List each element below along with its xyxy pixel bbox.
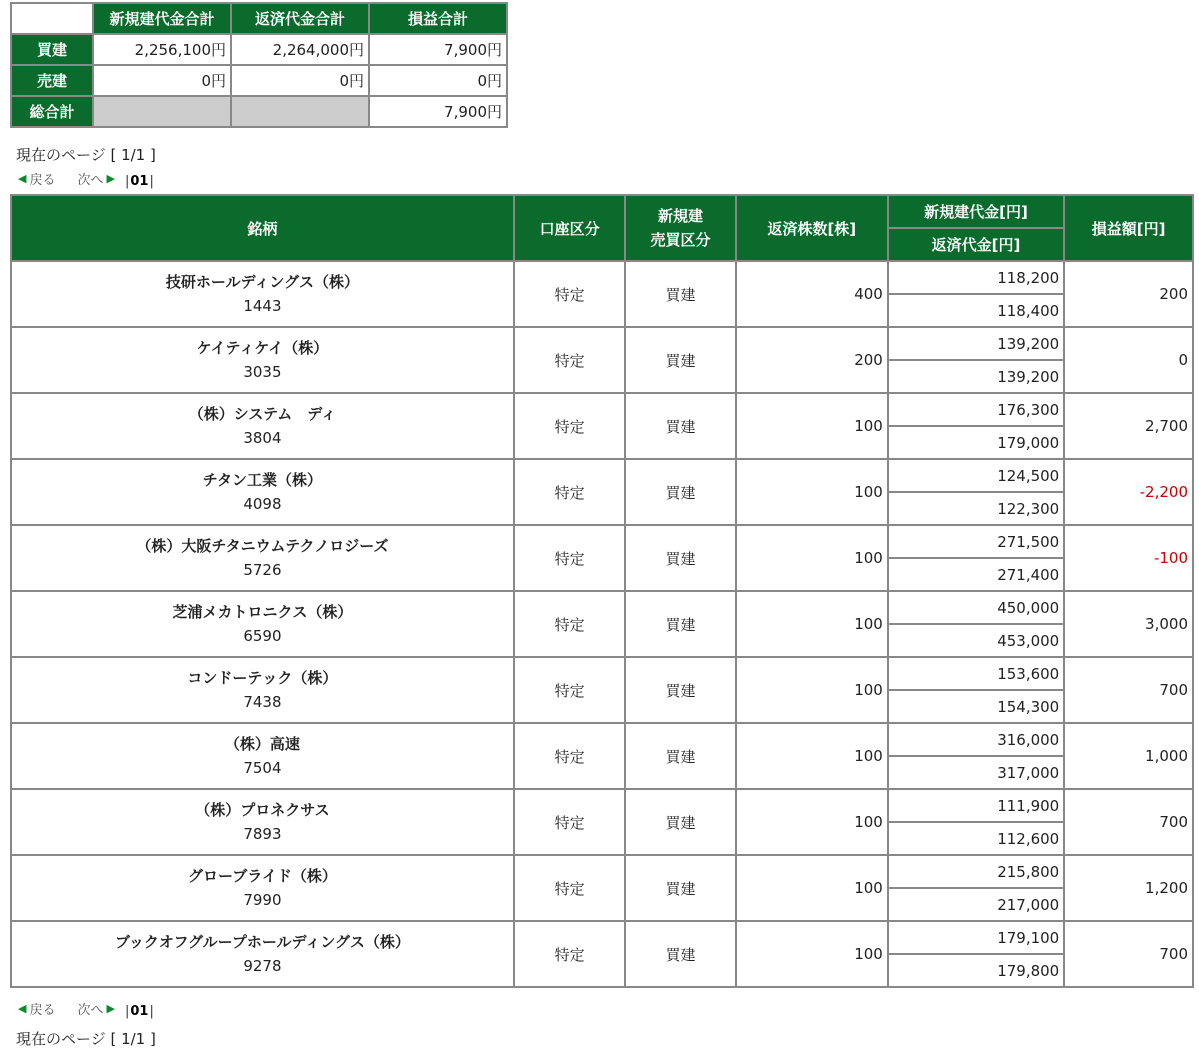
trade-side: 買建	[626, 724, 734, 788]
next-link[interactable]	[77, 999, 114, 1018]
repay-amount: 112,600	[889, 823, 1063, 854]
brand-cell	[12, 262, 513, 326]
brand-code: 7990	[243, 891, 282, 909]
account-type: 特定	[515, 394, 624, 458]
table-row	[12, 856, 1192, 887]
summary-header-repay: 返済代金合計	[232, 4, 368, 33]
summary-row-label: 買建	[12, 35, 92, 64]
table-row	[12, 922, 1192, 953]
account-type: 特定	[515, 790, 624, 854]
new-amount: 153,600	[889, 658, 1063, 689]
brand-cell	[12, 526, 513, 590]
repay-amount: 453,000	[889, 625, 1063, 656]
new-amount: 179,100	[889, 922, 1063, 953]
summary-header-new: 新規建代金合計	[94, 4, 230, 33]
brand-cell	[12, 592, 513, 656]
brand-cell	[12, 856, 513, 920]
summary-row-label: 売建	[12, 66, 92, 95]
repay-shares: 200	[737, 328, 887, 392]
table-row	[12, 592, 1192, 623]
page-separator: |	[124, 174, 130, 189]
account-type: 特定	[515, 724, 624, 788]
account-type: 特定	[515, 262, 624, 326]
brand-name: （株）システム ディ	[188, 405, 337, 423]
brand-name: （株）高速	[224, 735, 300, 753]
table-row	[12, 460, 1192, 491]
account-type: 特定	[515, 922, 624, 986]
brand-cell	[12, 658, 513, 722]
triangle-left-icon: ◀	[18, 172, 27, 185]
brand-cell	[12, 922, 513, 986]
triangle-right-icon: ▶	[106, 172, 115, 185]
brand-code: 3035	[243, 363, 282, 381]
new-amount: 271,500	[889, 526, 1063, 557]
pager-bottom	[18, 998, 154, 1019]
next-label: 次へ	[77, 173, 104, 188]
trade-side: 買建	[626, 328, 734, 392]
trade-side: 買建	[626, 394, 734, 458]
summary-row-sell	[12, 66, 506, 95]
repay-shares: 100	[737, 724, 887, 788]
header-account: 口座区分	[515, 196, 624, 260]
brand-cell	[12, 328, 513, 392]
page-link-01[interactable]: 01	[130, 1004, 149, 1019]
brand-code: 3804	[243, 429, 282, 447]
repay-amount: 139,200	[889, 361, 1063, 392]
triangle-left-icon: ◀	[18, 1002, 27, 1015]
brand-code: 4098	[243, 495, 282, 513]
summary-row-buy	[12, 35, 506, 64]
trade-side: 買建	[626, 262, 734, 326]
pager-top	[18, 168, 154, 189]
repay-shares: 100	[737, 856, 887, 920]
trade-side: 買建	[626, 592, 734, 656]
new-amount: 139,200	[889, 328, 1063, 359]
trade-side: 買建	[626, 856, 734, 920]
header-side-line1: 新規建	[658, 207, 704, 225]
brand-name: ブックオフグループホールディングス（株）	[114, 933, 410, 951]
brand-cell	[12, 394, 513, 458]
table-row	[12, 658, 1192, 689]
header-pl: 損益額[円]	[1065, 196, 1192, 260]
account-type: 特定	[515, 658, 624, 722]
page-link-01[interactable]: 01	[130, 174, 149, 189]
repay-shares: 400	[737, 262, 887, 326]
trade-side: 買建	[626, 790, 734, 854]
repay-shares: 100	[737, 658, 887, 722]
page-indicator-top: 現在のページ [ 1/1 ]	[16, 146, 156, 164]
table-row	[12, 790, 1192, 821]
table-row	[12, 328, 1192, 359]
brand-name: 芝浦メカトロニクス（株）	[172, 603, 353, 621]
brand-code: 6590	[243, 627, 282, 645]
brand-cell	[12, 724, 513, 788]
next-label: 次へ	[77, 1003, 104, 1018]
positions-table	[10, 194, 1194, 988]
header-new-amount: 新規建代金[円]	[889, 196, 1063, 227]
header-side-line2: 売買区分	[650, 231, 711, 249]
brand-name: グローブライド（株）	[188, 867, 337, 885]
repay-shares: 100	[737, 526, 887, 590]
summary-corner	[12, 4, 92, 33]
new-amount: 176,300	[889, 394, 1063, 425]
trade-side: 買建	[626, 922, 734, 986]
summary-pl-value: 7,900円	[370, 97, 506, 126]
repay-amount: 154,300	[889, 691, 1063, 722]
repay-amount: 317,000	[889, 757, 1063, 788]
summary-row-label: 総合計	[12, 97, 92, 126]
brand-code: 7893	[243, 825, 282, 843]
account-type: 特定	[515, 856, 624, 920]
brand-code: 7438	[243, 693, 282, 711]
trade-side: 買建	[626, 526, 734, 590]
page-separator: |	[124, 1004, 130, 1019]
back-link[interactable]	[18, 999, 55, 1018]
header-brand: 銘柄	[12, 196, 513, 260]
summary-pl-value: 7,900円	[370, 35, 506, 64]
new-amount: 450,000	[889, 592, 1063, 623]
next-link[interactable]	[77, 169, 114, 188]
repay-shares: 100	[737, 592, 887, 656]
summary-new-value: 2,256,100円	[94, 35, 230, 64]
summary-repay-value-empty	[232, 97, 368, 126]
summary-header-pl: 損益合計	[370, 4, 506, 33]
header-shares: 返済株数[株]	[737, 196, 887, 260]
profit-loss: 700	[1065, 658, 1192, 722]
table-row	[12, 526, 1192, 557]
brand-name: チタン工業（株）	[202, 471, 323, 489]
profit-loss: 700	[1065, 922, 1192, 986]
brand-code: 5726	[243, 561, 282, 579]
repay-shares: 100	[737, 922, 887, 986]
new-amount: 316,000	[889, 724, 1063, 755]
profit-loss: 200	[1065, 262, 1192, 326]
profit-loss: 0	[1065, 328, 1192, 392]
profit-loss: 1,200	[1065, 856, 1192, 920]
page-separator: |	[149, 1004, 154, 1019]
brand-name: （株）プロネクサス	[195, 801, 330, 819]
brand-name: （株）大阪チタニウムテクノロジーズ	[136, 537, 389, 555]
new-amount: 111,900	[889, 790, 1063, 821]
header-side	[626, 196, 734, 260]
page-separator: |	[149, 174, 154, 189]
repay-shares: 100	[737, 460, 887, 524]
brand-name: ケイティケイ（株）	[196, 339, 329, 357]
brand-code: 1443	[243, 297, 282, 315]
summary-pl-value: 0円	[370, 66, 506, 95]
summary-row-total	[12, 97, 506, 126]
table-row	[12, 394, 1192, 425]
summary-new-value-empty	[94, 97, 230, 126]
account-type: 特定	[515, 526, 624, 590]
profit-loss: 1,000	[1065, 724, 1192, 788]
new-amount: 118,200	[889, 262, 1063, 293]
repay-amount: 179,000	[889, 427, 1063, 458]
repay-amount: 122,300	[889, 493, 1063, 524]
trade-side: 買建	[626, 460, 734, 524]
profit-loss: 700	[1065, 790, 1192, 854]
brand-cell	[12, 460, 513, 524]
profit-loss: -2,200	[1065, 460, 1192, 524]
repay-amount: 217,000	[889, 889, 1063, 920]
back-label: 戻る	[29, 1003, 56, 1018]
table-row	[12, 724, 1192, 755]
account-type: 特定	[515, 592, 624, 656]
table-row	[12, 262, 1192, 293]
profit-loss: 2,700	[1065, 394, 1192, 458]
summary-new-value: 0円	[94, 66, 230, 95]
triangle-right-icon: ▶	[106, 1002, 115, 1015]
repay-amount: 271,400	[889, 559, 1063, 590]
new-amount: 124,500	[889, 460, 1063, 491]
brand-name: 技研ホールディングス（株）	[165, 273, 359, 291]
trade-side: 買建	[626, 658, 734, 722]
brand-code: 9278	[243, 957, 282, 975]
profit-loss: 3,000	[1065, 592, 1192, 656]
account-type: 特定	[515, 460, 624, 524]
summary-table	[10, 2, 508, 128]
summary-repay-value: 0円	[232, 66, 368, 95]
brand-code: 7504	[243, 759, 282, 777]
back-label: 戻る	[29, 173, 56, 188]
profit-loss: -100	[1065, 526, 1192, 590]
repay-amount: 179,800	[889, 955, 1063, 986]
brand-name: コンドーテック（株）	[187, 669, 338, 687]
new-amount: 215,800	[889, 856, 1063, 887]
header-repay-amount: 返済代金[円]	[889, 229, 1063, 260]
back-link[interactable]	[18, 169, 55, 188]
brand-cell	[12, 790, 513, 854]
page-indicator-bottom: 現在のページ [ 1/1 ]	[16, 1030, 156, 1048]
repay-shares: 100	[737, 394, 887, 458]
summary-repay-value: 2,264,000円	[232, 35, 368, 64]
repay-amount: 118,400	[889, 295, 1063, 326]
repay-shares: 100	[737, 790, 887, 854]
account-type: 特定	[515, 328, 624, 392]
